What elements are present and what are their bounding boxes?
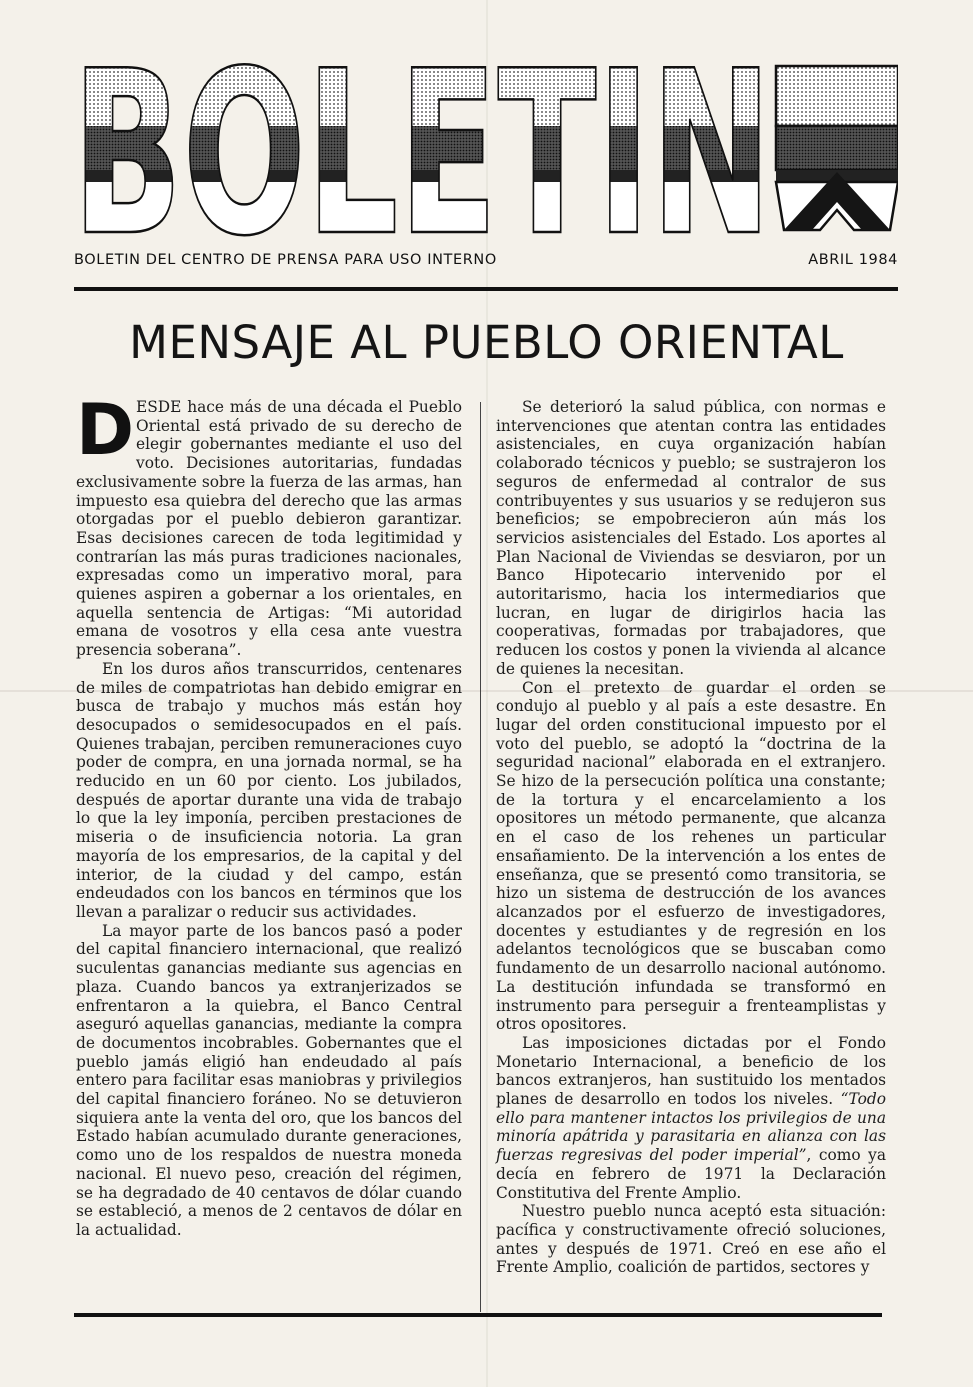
article-paragraph: Nuestro pueblo nunca aceptó esta situación: pacífica y constructivamente ofreció soluciones, antes y después de 1971. Creó en ese año el Frente Amplio, coalición de partidos, sectores y — [496, 1202, 886, 1277]
article-paragraph: Las imposiciones dictadas por el Fondo Monetario Internacional, a beneficio de los bancos extranjeros, han sustituido los mentados planes de desarrollo en todos los niveles. “Todo ello para mantener intactos los privilegios de una minoría apátrida y parasitaria en alianza con las fuerzas regresivas del poder imperial”, como ya decía en febrero de 1971 la Declaración Constitutiva del Frente Amplio. — [496, 1033, 886, 1202]
article-column-right — [496, 398, 886, 1277]
article-headline: MENSAJE AL PUEBLO ORIENTAL — [129, 316, 844, 369]
drop-cap: D — [76, 389, 135, 471]
issue-date: ABRIL 1984 — [808, 252, 898, 268]
masthead-subline — [74, 252, 898, 268]
masthead-title: BOLETIN — [72, 62, 772, 240]
quoted-declaration: “Todo ello para mantener intactos los privilegios de una minoría apátrida y parasitaria en alianza con las fuerzas regresivas del poder imperial” — [496, 1090, 886, 1165]
column-divider — [480, 402, 481, 1312]
article-paragraph: En los duros años transcurridos, centenares de miles de compatriotas han debido emigrar en busca de trabajo y muchos más están hoy desocupados o semidesocupados en el país. Quienes trabajan, perciben remuneraciones cuyo poder de compra, en una jornada normal, se ha reducido en un 60 por ciento. Los jubilados, después de aportar durante una vida de trabajo lo que la ley imponía, perciben prestaciones de miseria o de insuficiencia notoria. La gran mayoría de los empresarios, de la capital y del interior, de la ciudad y del campo, están endeudados con los bancos en términos que los llevan a paralizar o reducir sus actividades. — [76, 659, 462, 921]
masthead-logo — [72, 62, 898, 240]
article-paragraph: Se deterioró la salud pública, con normas e intervenciones que atentan contra las entidades asistenciales, en cuya organización habían colaborado técnicos y pueblo; se sustrajeron los seguros de enfermedad al contralor de sus contribuyentes y sus usuarios y se redujeron sus beneficios; se empobrecieron aún más los servicios asistenciales del Estado. Los aportes al Plan Nacional de Viviendas se desviaron, por un Banco Hipotecario intervenido por el autoritarismo, hacia los intermediarios que lucran, en lugar de dirigirlos hacia las cooperativas, formadas por trabajadores, que reducen los costos y ponen la vivienda al alcance de quienes la necesitan. — [496, 398, 886, 678]
bottom-rule — [74, 1313, 882, 1317]
top-rule — [74, 287, 898, 291]
frente-amplio-emblem — [776, 66, 898, 230]
article-paragraph: La mayor parte de los bancos pasó a poder del capital financiero internacional, que realizó suculentas ganancias mediante sus agencias en plaza. Cuando bancos ya extranjerizados se enfrentaron a la quiebra, el Banco Central aseguró aquellas ganancias, mediante la compra de documentos incobrables. Gobernantes que el pueblo jamás eligió han endeudado al país entero para facilitar esas maniobras y privilegios del capital financiero foráneo. No se detuvieron siquiera ante la venta del oro, que los bancos del Estado habían acumulado durante generaciones, como uno de los respaldos de nuestra moneda nacional. El nuevo peso, creación del régimen, se ha degradado de 40 centavos de dólar cuando se estableció, a menos de 2 centavos de dólar en la actualidad. — [76, 921, 462, 1239]
article-column-left — [76, 389, 462, 1240]
article-paragraph: DESDE hace más de una década el Pueblo Oriental está privado de su derecho de elegir gobernantes mediante el uso del voto. Decisiones autoritarias, fundadas exclusivamente sobre la fuerza de las armas, han impuesto esa quiebra del derecho que las armas otorgadas por el pueblo debieron garantizar. Esas decisiones carecen de toda legitimidad y contrarían las más puras tradiciones nacionales, expresadas como un imperativo moral, para quienes aspiren a gobernar a los orientales, en aquella sentencia de Artigas: “Mi autoridad emana de vosotros y ella cesa ante vuestra presencia soberana”. — [76, 389, 462, 660]
article-paragraph: Con el pretexto de guardar el orden se condujo al pueblo y al país a este desastre. En lugar del orden constitucional impuesto por el voto del pueblo, se adoptó la “doctrina de la seguridad nacional” elaborada en el extranjero. Se hizo de la persecución política una constante; de la tortura y el encarcelamiento a los opositores un método permanente, que alcanza en el caso de los rehenes un particular ensañamiento. De la intervención a los entes de enseñanza, que se presentó como transitoria, se hizo un sistema de destrucción de los avances alcanzados por el esfuerzo de investigadores, docentes y estudiantes y de regresión en los adelantos tecnológicos que se buscaban como fundamento de un desarrollo nacional autónomo. La destitución infundada se transformó en instrumento para perseguir a frenteamplistas y otros opositores. — [496, 678, 886, 1034]
publication-description: BOLETIN DEL CENTRO DE PRENSA PARA USO INTERNO — [74, 252, 497, 268]
